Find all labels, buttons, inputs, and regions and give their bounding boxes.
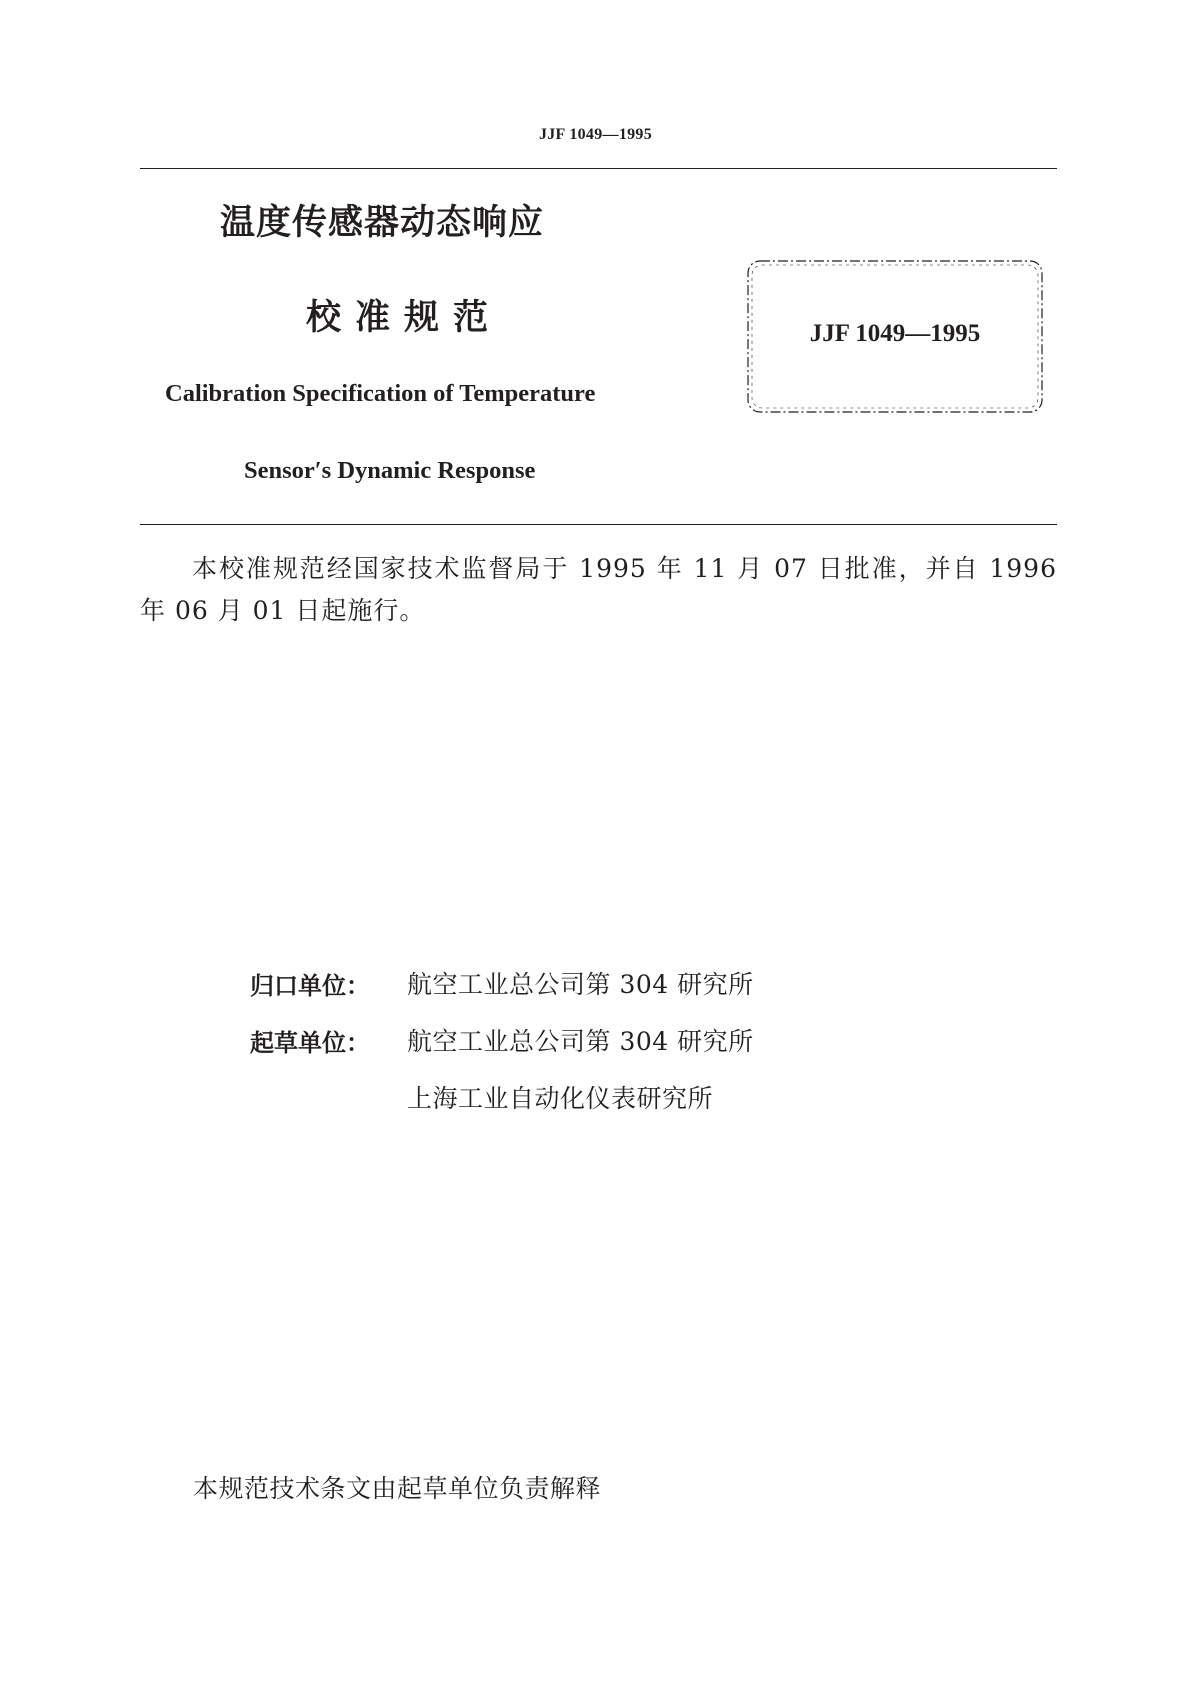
title-english-line-1: Calibration Specification of Temperature (165, 380, 596, 407)
interpretation-note: 本规范技术条文由起草单位负责解释 (193, 1474, 602, 1503)
responsible-unit-value: 航空工业总公司第 304 研究所 (407, 970, 754, 999)
title-chinese-line-1: 温度传感器动态响应 (220, 203, 545, 243)
title-chinese-line-2: 校准规范 (306, 298, 503, 338)
header-code: JJF 1049—1995 (538, 126, 653, 143)
title-english-line-2: Sensor′s Dynamic Response (244, 457, 536, 484)
standard-code-box (742, 258, 1048, 415)
bottom-divider (140, 524, 1057, 525)
responsible-unit-label: 归口单位： (250, 972, 370, 1000)
drafting-unit-label: 起草单位： (250, 1029, 370, 1057)
approval-statement: 本校准规范经国家技术监督局于 1995 年 11 月 07 日批准，并自 1996 年 06 月 01 日起施行。 (140, 554, 1057, 625)
drafting-unit-value-1: 航空工业总公司第 304 研究所 (407, 1027, 754, 1056)
top-divider (140, 168, 1057, 169)
standard-code: JJF 1049—1995 (809, 320, 981, 347)
drafting-unit-value-2: 上海工业自动化仪表研究所 (407, 1084, 714, 1113)
